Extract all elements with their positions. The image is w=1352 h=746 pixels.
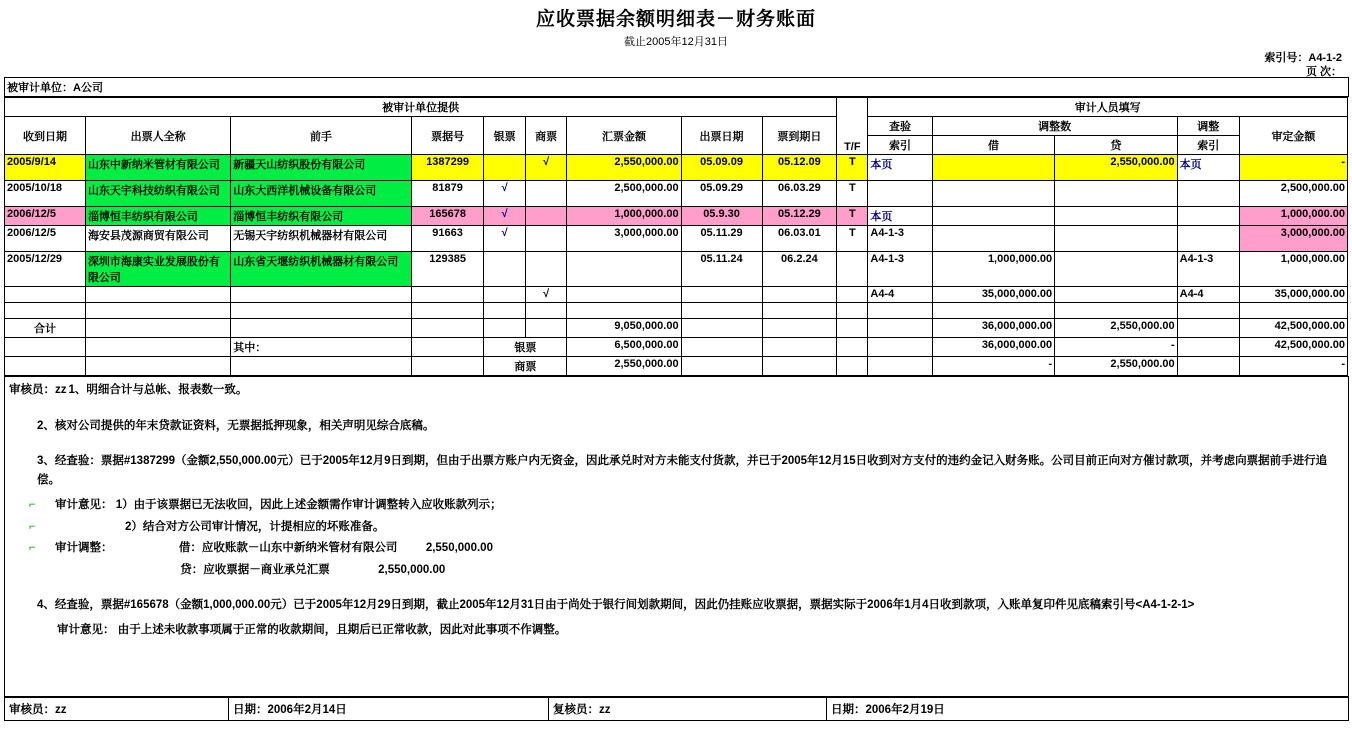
cell-bank-bill: √ (484, 207, 526, 226)
cell-due-date (762, 287, 837, 303)
header-check-index-2: 索引 (868, 136, 932, 155)
header-recv-date: 收到日期 (5, 117, 86, 155)
cell-issue-date: 05.11.29 (681, 226, 762, 252)
cell-drawer (85, 303, 230, 319)
subtotal-debit: 36,000,000.00 (932, 338, 1054, 357)
totals-confirmed: 42,500,000.00 (1239, 319, 1347, 338)
cell-check-index: A4-1-3 (868, 252, 932, 287)
header-credit: 贷 (1055, 136, 1177, 155)
page-subtitle: 截止2005年12月31日 (624, 36, 728, 48)
cell-debit: 35,000,000.00 (932, 287, 1054, 303)
cell-due-date: 05.12.09 (762, 155, 837, 181)
totals-blank-tf (837, 319, 868, 338)
subtotal-credit: 2,550,000.00 (1055, 357, 1177, 376)
totals-blank-drawer (85, 319, 230, 338)
cell-prior (231, 303, 412, 319)
header-bill-no: 票据号 (411, 117, 484, 155)
header-tf: T/F (837, 98, 868, 155)
cell-amount: 2,550,000.00 (567, 155, 681, 181)
subtotal-amount: 6,500,000.00 (567, 338, 681, 357)
totals-row (5, 319, 1348, 338)
notes-opinion4-label: 审计意见： (57, 623, 115, 636)
note-item-2: 2、核对公司提供的年末贷款证资料，无票据抵押现象，相关声明见综合底稿。 (37, 419, 435, 432)
cell-issue-date: 05.09.29 (681, 181, 762, 207)
cell-credit (1055, 226, 1177, 252)
audited-unit-table (4, 77, 1349, 97)
subtotal-blank-chk (868, 338, 932, 357)
header-drawer: 出票人全称 (85, 117, 230, 155)
cell-bank-bill (484, 252, 526, 287)
totals-blank-trade (525, 319, 567, 338)
cell-bank-bill (484, 303, 526, 319)
page-title: 应收票据余额明细表－财务账面 (535, 8, 816, 30)
notes-adjust-debit: 借：应收账款－山东中新纳米管材有限公司 (178, 542, 398, 555)
subtotal-blank-drawer (85, 338, 230, 357)
cell-due-date: 05.12.29 (762, 207, 837, 226)
cell-amount: 3,000,000.00 (567, 226, 681, 252)
totals-blank-due (762, 319, 837, 338)
subtotal-blank-date (5, 338, 86, 357)
cell-check-index: A4-1-3 (868, 226, 932, 252)
cell-bill-no (411, 287, 484, 303)
cell-prior: 无锡天宇纺织机械器材有限公司 (231, 226, 412, 252)
cell-trade-bill (525, 226, 567, 252)
header-due-date: 票到期日 (762, 117, 837, 155)
totals-amount: 9,050,000.00 (567, 319, 681, 338)
cell-bill-no: 91663 (411, 226, 484, 252)
page-number-row (4, 63, 1348, 77)
cell-confirmed: 1,000,000.00 (1239, 207, 1347, 226)
cell-amount (567, 287, 681, 303)
cell-drawer (85, 287, 230, 303)
cell-debit: 1,000,000.00 (932, 252, 1054, 287)
cell-issue-date: 05.09.09 (681, 155, 762, 181)
note-item-1: 1、明细合计与总帐、报表数一致。 (68, 384, 248, 396)
cell-drawer: 海安县茂源商贸有限公司 (85, 226, 230, 252)
subtotal-row (5, 338, 1348, 357)
cell-credit (1055, 207, 1177, 226)
subtotal-confirmed: 42,500,000.00 (1239, 338, 1347, 357)
header-debit: 借 (932, 136, 1054, 155)
cell-confirmed: 3,000,000.00 (1239, 226, 1347, 252)
cell-confirmed (1239, 303, 1347, 319)
cell-bank-bill: √ (484, 181, 526, 207)
footer-reviewer: 审核员：zz (5, 698, 229, 721)
cell-check-index: 本页 (868, 207, 932, 226)
cell-recv-date (5, 287, 86, 303)
subtotal-confirmed: - (1239, 357, 1347, 376)
cell-drawer: 山东中新纳米管材有限公司 (85, 155, 230, 181)
table-row (5, 303, 1348, 319)
notes-opinion-2: 2）结合对方公司审计情况，计提相应的坏账准备。 (125, 520, 385, 533)
notes-cell: 审核员：zz 1、明细合计与总帐、报表数一致。 2、核对公司提供的年末贷款证资料，无票据抵押现象，相关声明见综合底稿。 3、经查验：票据#1387299（金额2,550,000.00元）已于2005年12月9日到期，但由于出票方账户内无资金，因此承兑时对方未能支付货款，并已于2005年12月15日收到对方支付的违约金记入财务账。公司目前正向对方催讨款项，并考虑向票据前手进行追偿。 ⌐ 审计意见： 1）由于该票据已无法收回，因此上述金额需作审计调整转入应收账款列示； ⌐ 2）结合对方公司审计情况，计提相应的坏账准备。 ⌐ 审计调整： 借：应收账款－山东中新纳米管材有限公司 2,550,000.00 贷：应收票据－商业承兑汇票 2,550,000.00 4、经查验，票据#165678（金额1,000,000.00元）已于2005年12月29日到期，截止2005年12月31日由于尚处于银行间划款期间，因此仍挂账应收票据，票据实际于2006年1月4日收到款项，入账单复印件见底稿索引号<A4-1-2-1> 审计意见： 由于上述未收款事项属于正常的收款期间，且期后已正常收款，因此对此事项不作调整。 (5, 377, 1349, 697)
totals-blank-issue (681, 319, 762, 338)
cell-credit (1055, 303, 1177, 319)
cell-recv-date: 2006/12/5 (5, 226, 86, 252)
cell-check-index (868, 181, 932, 207)
cell-bill-no (411, 303, 484, 319)
header-bank-bill: 银票 (484, 117, 526, 155)
header-trade-bill: 商票 (525, 117, 567, 155)
cell-drawer: 山东天宇科技纺织有限公司 (85, 181, 230, 207)
cell-check-index: 本页 (868, 155, 932, 181)
cell-credit (1055, 252, 1177, 287)
table-row (5, 207, 1348, 226)
cell-due-date: 06.03.01 (762, 226, 837, 252)
cell-bill-no: 1387299 (411, 155, 484, 181)
cell-debit (932, 207, 1054, 226)
cell-adj-index: A4-4 (1177, 287, 1239, 303)
cell-recv-date: 2006/12/5 (5, 207, 86, 226)
subtotal-credit: - (1055, 338, 1177, 357)
cell-prior: 山东省天堰纺织机械器材有限公司 (231, 252, 412, 287)
cell-amount: 1,000,000.00 (567, 207, 681, 226)
cell-issue-date: 05.11.24 (681, 252, 762, 287)
cell-confirmed: 2,500,000.00 (1239, 181, 1347, 207)
cell-bill-no: 165678 (411, 207, 484, 226)
detail-table (4, 97, 1348, 376)
page-number: 页 次： (1305, 66, 1342, 78)
cell-issue-date (681, 287, 762, 303)
subtotal-blank-tf (837, 338, 868, 357)
cell-trade-bill (525, 181, 567, 207)
cell-drawer: 深圳市海康实业发展股份有限公司 (85, 252, 230, 287)
cell-confirmed: 35,000,000.00 (1239, 287, 1347, 303)
subtotal-blank-billno (411, 338, 484, 357)
cell-trade-bill (525, 252, 567, 287)
cell-adj-index: 本页 (1177, 155, 1239, 181)
footer-date: 日期：2006年2月14日 (229, 698, 549, 721)
subtotal-blank-due (762, 338, 837, 357)
subtotal-row (5, 357, 1348, 376)
table-row (5, 226, 1348, 252)
cell-issue-date (681, 303, 762, 319)
notes-adjust-credit: 贷：应收票据－商业承兑汇票 (180, 564, 330, 577)
cell-amount (567, 303, 681, 319)
cell-prior (231, 287, 412, 303)
subtotal-blank-chk (868, 357, 932, 376)
subtotal-debit: - (932, 357, 1054, 376)
header-adjust-group: 调整数 (932, 117, 1177, 136)
cell-recv-date: 2005/9/14 (5, 155, 86, 181)
notes-opinion-1: 1）由于该票据已无法收回，因此上述金额需作审计调整转入应收账款列示； (115, 498, 502, 511)
cell-trade-bill: √ (525, 155, 567, 181)
subtotal-of-which: 其中： (231, 338, 412, 357)
cell-prior: 淄博恒丰纺织有限公司 (231, 207, 412, 226)
cell-recv-date: 2005/10/18 (5, 181, 86, 207)
notes-adjust-debit-amount: 2,550,000.00 (425, 542, 493, 555)
cell-recv-date: 2005/12/29 (5, 252, 86, 287)
subtotal-blank-issue (681, 338, 762, 357)
cell-recv-date (5, 303, 86, 319)
cell-debit (932, 303, 1054, 319)
subtotal-of-which (231, 357, 412, 376)
header-prior: 前手 (231, 117, 412, 155)
cell-tf: T (837, 181, 868, 207)
cell-due-date (762, 303, 837, 319)
cell-bank-bill: √ (484, 226, 526, 252)
footer-re-reviewer: 复核员：zz (549, 698, 827, 721)
notes-table (4, 376, 1349, 697)
subtotal-kind: 商票 (484, 357, 567, 376)
cell-tf (837, 252, 868, 287)
table-row (5, 287, 1348, 303)
cell-tf (837, 287, 868, 303)
cell-bank-bill (484, 287, 526, 303)
cell-trade-bill (525, 303, 567, 319)
footer-date-2: 日期：2006年2月19日 (827, 698, 1349, 721)
totals-blank-chk (868, 319, 932, 338)
totals-debit: 36,000,000.00 (932, 319, 1054, 338)
subtotal-blank-tf (837, 357, 868, 376)
header-group-provided: 被审计单位提供 (5, 98, 837, 117)
index-number: 索引号：A4-1-2 (1264, 52, 1342, 64)
cell-trade-bill: √ (525, 287, 567, 303)
notes-opinion-label: 审计意见： (55, 498, 113, 511)
header-adj-index-1: 调整 (1177, 117, 1239, 136)
footer-table (4, 697, 1349, 721)
cell-drawer: 淄博恒丰纺织有限公司 (85, 207, 230, 226)
header-issue-date: 出票日期 (681, 117, 762, 155)
cell-check-index (868, 303, 932, 319)
note-item-3: 3、经查验：票据#1387299（金额2,550,000.00元）已于2005年12月9日到期，但由于出票方账户内无资金，因此承兑时对方未能支付货款，并已于2005年12月15日收到对方支付的违约金记入财务账。公司目前正向对方催讨款项，并考虑向票据前手进行追偿。 (37, 454, 1328, 487)
cell-adj-index (1177, 303, 1239, 319)
header-confirmed: 审定金额 (1239, 117, 1347, 155)
cell-prior: 新疆天山纺织股份有限公司 (231, 155, 412, 181)
cell-debit (932, 226, 1054, 252)
cell-adj-index (1177, 226, 1239, 252)
cell-credit (1055, 181, 1177, 207)
cell-bank-bill (484, 155, 526, 181)
subtotal-blank-due (762, 357, 837, 376)
table-row (5, 252, 1348, 287)
cell-tf: T (837, 226, 868, 252)
cell-check-index: A4-4 (868, 287, 932, 303)
cell-debit (932, 155, 1054, 181)
notes-reviewer-label: 审核员：zz (9, 384, 67, 396)
cell-credit: 2,550,000.00 (1055, 155, 1177, 181)
header-group-auditor: 审计人员填写 (868, 98, 1348, 117)
cell-tf (837, 303, 868, 319)
subtotal-blank-adj (1177, 357, 1239, 376)
subtotal-kind: 银票 (484, 338, 567, 357)
subtotal-blank-drawer (85, 357, 230, 376)
subtotal-blank-adj (1177, 338, 1239, 357)
cell-due-date: 06.03.29 (762, 181, 837, 207)
header-adj-index-2: 索引 (1177, 136, 1239, 155)
totals-label: 合计 (5, 319, 86, 338)
table-row (5, 155, 1348, 181)
cell-adj-index (1177, 207, 1239, 226)
cell-confirmed: 1,000,000.00 (1239, 252, 1347, 287)
cell-debit (932, 181, 1054, 207)
totals-blank-prior (231, 319, 412, 338)
cell-tf: T (837, 207, 868, 226)
cell-bill-no: 129385 (411, 252, 484, 287)
note-item-4: 4、经查验，票据#165678（金额1,000,000.00元）已于2005年12月29日到期，截止2005年12月31日由于尚处于银行间划款期间，因此仍挂账应收票据，票据实际于2006年1月4日收到款项，入账单复印件见底稿索引号<A4-1-2-1> (37, 599, 1195, 612)
cell-amount: 2,500,000.00 (567, 181, 681, 207)
cell-due-date: 06.2.24 (762, 252, 837, 287)
totals-blank-adj (1177, 319, 1239, 338)
notes-adjust-credit-amount: 2,550,000.00 (378, 564, 446, 577)
audited-unit-label: 被审计单位：A公司 (5, 78, 1349, 97)
cell-tf: T (837, 155, 868, 181)
subtotal-blank-billno (411, 357, 484, 376)
cell-adj-index: A4-1-3 (1177, 252, 1239, 287)
cell-amount (567, 252, 681, 287)
notes-adjust-label: 审计调整： (55, 542, 113, 555)
cell-prior: 山东大西洋机械设备有限公司 (231, 181, 412, 207)
cell-trade-bill (525, 207, 567, 226)
cell-confirmed: - (1239, 155, 1347, 181)
totals-blank-bank (484, 319, 526, 338)
header-amount: 汇票金额 (567, 117, 681, 155)
table-row (5, 181, 1348, 207)
notes-opinion4: 由于上述未收款事项属于正常的收款期间，且期后已正常收款，因此对此事项不作调整。 (117, 623, 567, 636)
totals-blank-billno (411, 319, 484, 338)
subtotal-blank-issue (681, 357, 762, 376)
cell-issue-date: 05.9.30 (681, 207, 762, 226)
cell-bill-no: 81879 (411, 181, 484, 207)
subtotal-blank-date (5, 357, 86, 376)
index-row (4, 49, 1348, 63)
totals-credit: 2,550,000.00 (1055, 319, 1177, 338)
cell-credit (1055, 287, 1177, 303)
cell-adj-index (1177, 181, 1239, 207)
header-check-index-1: 查验 (868, 117, 932, 136)
subtotal-amount: 2,550,000.00 (567, 357, 681, 376)
